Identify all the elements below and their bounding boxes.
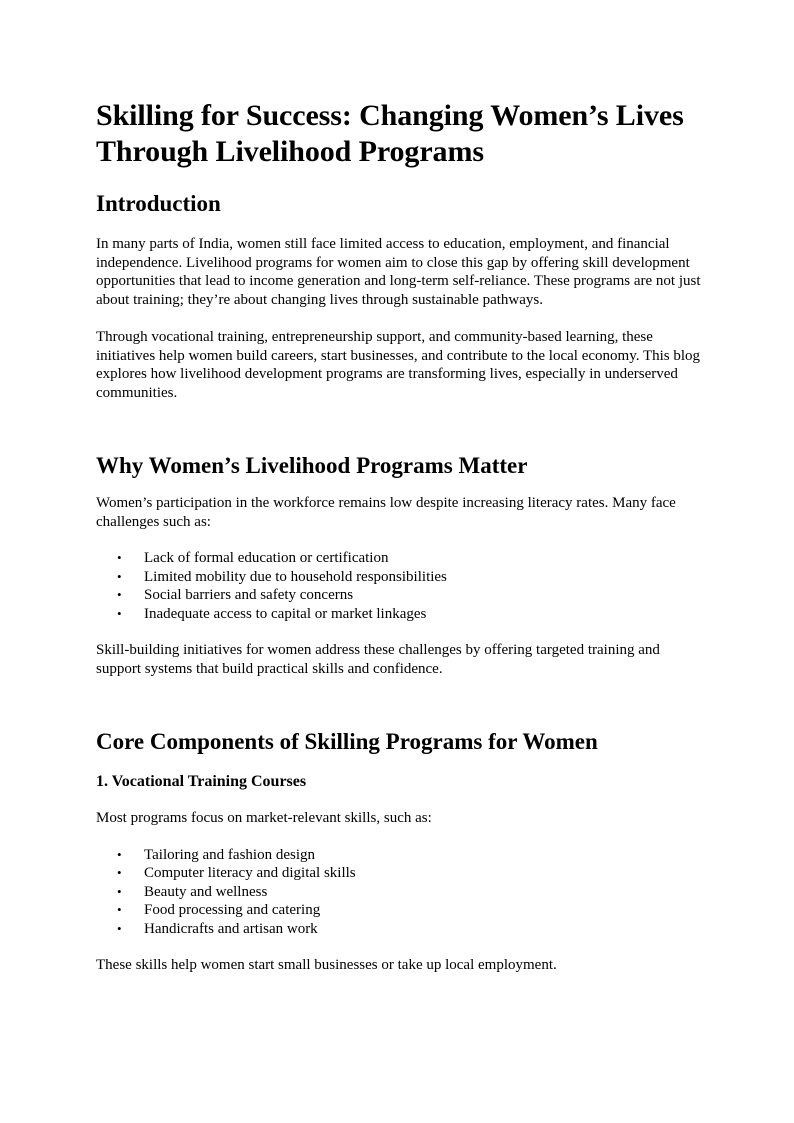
introduction-paragraph-2: Through vocational training, entrepreneurship support, and community-based learning, these initiatives help women build careers, start businesses, and contribute to the local economy. This blog explores how livelihood development programs are transforming lives, especially in underserved communities.	[96, 329, 701, 401]
list-item-text: Beauty and wellness	[144, 883, 268, 900]
list-item-text: Tailoring and fashion design	[144, 846, 315, 863]
bullet-icon: •	[117, 568, 122, 584]
list-item-text: Computer literacy and digital skills	[144, 865, 356, 881]
list-item-text: Inadequate access to capital or market linkages	[144, 605, 427, 622]
list-item	[96, 568, 706, 587]
bullet-icon: •	[117, 920, 122, 936]
why-matter-paragraph-2: Skill-building initiatives for women address these challenges by offering targeted training and support systems that build practical skills and confidence.	[96, 642, 660, 677]
document-title: Skilling for Success: Changing Women’s Lives Through Livelihood Programs	[96, 99, 684, 168]
why-matter-paragraph-1: Women’s participation in the workforce remains low despite increasing literacy rates. Many face challenges such as:	[96, 495, 676, 530]
vocational-paragraph-1: Most programs focus on market-relevant skills, such as:	[96, 810, 432, 826]
vocational-paragraph-2: These skills help women start small businesses or take up local employment.	[96, 957, 557, 973]
bullet-icon: •	[117, 883, 122, 899]
list-item-text: Lack of formal education or certification	[144, 550, 389, 566]
list-item	[96, 549, 706, 568]
list-item	[96, 586, 706, 605]
skills-list	[96, 846, 706, 939]
core-components-heading: Core Components of Skilling Programs for Women	[96, 729, 598, 754]
list-item	[96, 901, 706, 920]
list-item	[96, 883, 706, 902]
document-page	[96, 98, 706, 975]
bullet-icon: •	[117, 846, 122, 862]
bullet-icon: •	[117, 605, 122, 621]
list-item	[96, 864, 706, 883]
bullet-icon: •	[117, 587, 122, 602]
list-item-text: Social barriers and safety concerns	[144, 587, 354, 603]
list-item	[96, 605, 706, 624]
bullet-icon: •	[117, 902, 122, 917]
vocational-training-heading: 1. Vocational Training Courses	[96, 773, 307, 790]
challenges-list	[96, 549, 706, 623]
list-item-text: Handicrafts and artisan work	[144, 920, 318, 937]
why-matter-heading: Why Women’s Livelihood Programs Matter	[96, 453, 528, 478]
list-item	[96, 920, 706, 939]
bullet-icon: •	[117, 550, 122, 565]
list-item-text: Limited mobility due to household responsibilities	[144, 568, 447, 585]
list-item	[96, 846, 706, 865]
introduction-heading: Introduction	[96, 191, 221, 216]
bullet-icon: •	[117, 865, 122, 880]
list-item-text: Food processing and catering	[144, 902, 321, 918]
introduction-paragraph-1: In many parts of India, women still face limited access to education, employment, and financial independence. Livelihood programs for women aim to close this gap by offering skill development opportunities that lead to income generation and long-term self-reliance. These programs are not just about training; they’re about changing lives through sustainable pathways.	[96, 236, 701, 308]
